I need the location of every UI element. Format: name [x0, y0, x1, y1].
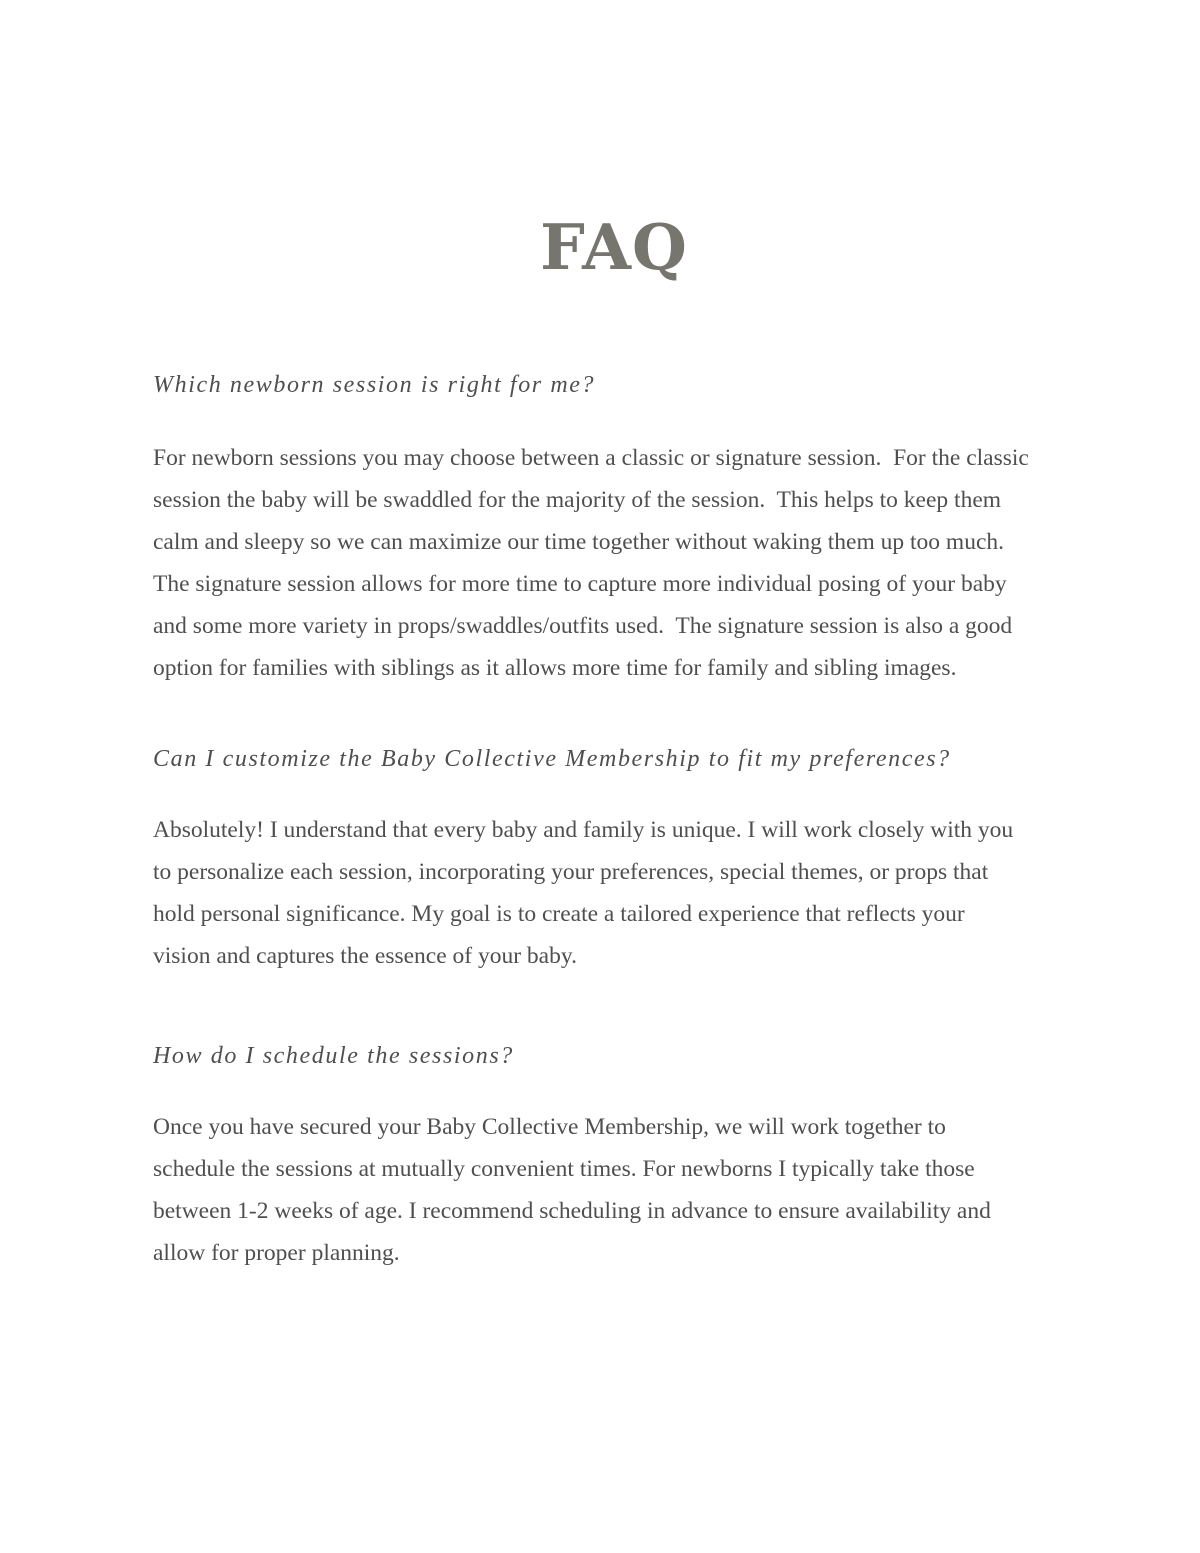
answer-line: vision and captures the essence of your baby.: [153, 943, 577, 969]
answer-line: For newborn sessions you may choose between a classic or signature session. For the classic: [153, 445, 1029, 471]
answer-line: allow for proper planning.: [153, 1240, 400, 1266]
faq-question: How do I schedule the sessions?: [153, 1043, 514, 1069]
faq-answer: [153, 1106, 1053, 1274]
answer-line: Absolutely! I understand that every baby and family is unique. I will work closely with you: [153, 817, 1014, 843]
faq-question: Which newborn session is right for me?: [153, 372, 596, 398]
page-title: FAQ: [540, 210, 688, 284]
answer-line: schedule the sessions at mutually convenient times. For newborns I typically take those: [153, 1156, 975, 1182]
answer-line: hold personal significance. My goal is to create a tailored experience that reflects your: [153, 901, 965, 927]
answer-line: to personalize each session, incorporating your preferences, special themes, or props that: [153, 859, 989, 885]
answer-line: The signature session allows for more time to capture more individual posing of your baby: [153, 571, 1007, 597]
answer-line: option for families with siblings as it allows more time for family and sibling images.: [153, 655, 957, 681]
answer-line: between 1-2 weeks of age. I recommend scheduling in advance to ensure availability and: [153, 1198, 991, 1224]
answer-line: session the baby will be swaddled for the majority of the session. This helps to keep them: [153, 487, 1002, 513]
faq-question: Can I customize the Baby Collective Membership to fit my preferences?: [153, 746, 951, 772]
answer-line: calm and sleepy so we can maximize our time together without waking them up too much.: [153, 529, 1005, 555]
faq-answer: [153, 809, 1053, 977]
faq-answer: [153, 437, 1053, 689]
answer-line: and some more variety in props/swaddles/outfits used. The signature session is also a good: [153, 613, 1013, 639]
answer-line: Once you have secured your Baby Collective Membership, we will work together to: [153, 1114, 946, 1140]
